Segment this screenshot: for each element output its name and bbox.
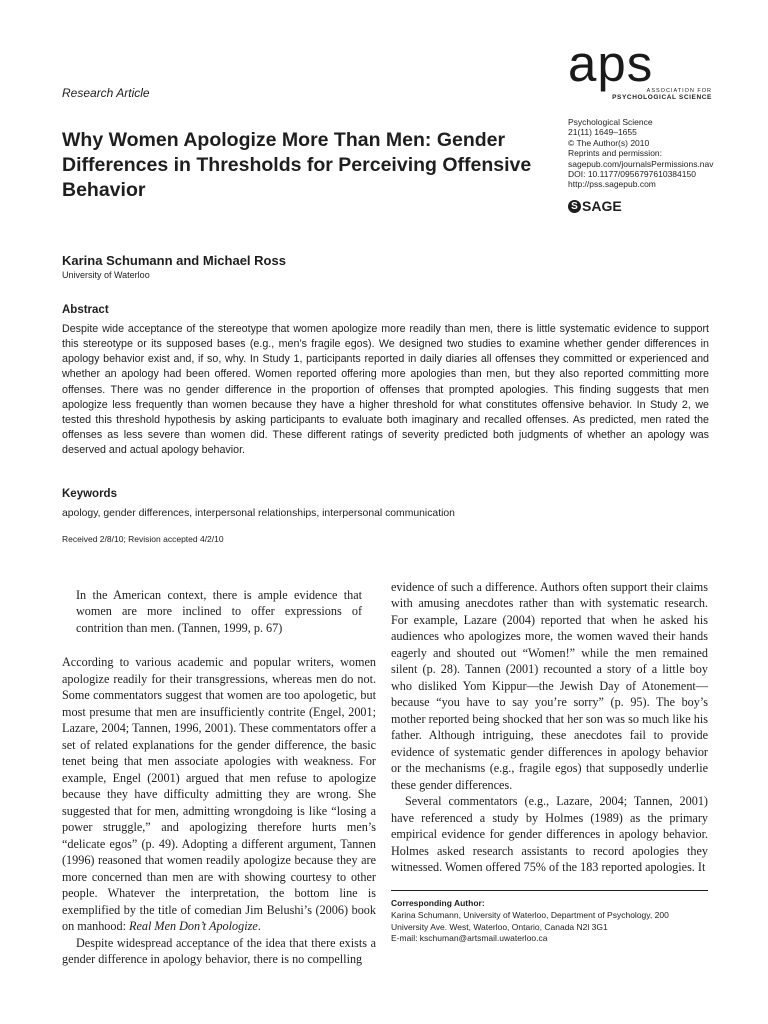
aps-logo	[568, 35, 718, 101]
meta-journal: Psychological Science	[568, 117, 653, 127]
meta-reprints: Reprints and permission:	[568, 148, 663, 159]
body-paragraph-3: evidence of such a difference. Authors often support their claims with amusing anecdotes rather than with systematic research. For example, Lazare (2004) reported that when he asked his audiences who apologizes more, the women waved their hands eagerly and shouted out “Women!” while the men remained silent (p. 28). Tannen (2001) recounted a story of a little boy who disliked Yom Kippur—the Jewish Day of Atonement—because “you have to say you’re sorry” (p. 95). The boy’s mother reported being shocked that her son was so much like his father. Although intriguing, these anecdotes fail to provide evidence of systematic gender differences in apology behavior or the mechanisms (e.g., fragile egos) that supposedly underlie these gender differences.	[391, 580, 708, 792]
abstract-heading: Abstract	[62, 304, 109, 316]
body-paragraph-4: Several commentators (e.g., Lazare, 2004; Tannen, 2001) have referenced a study by Holmes (1989) as the primary empirical evidence for gender differences in apology behavior. Holmes asked research assistants to record apologies they witnessed. Women offered 75% of the 183 reported apologies. It	[391, 794, 708, 875]
paragraph-1-text: According to various academic and popular writers, women apologize readily for their transgressions, whereas men do not. Some commentators suggest that women are too apologetic, but most presume that men are insufficiently contrite (Engel, 2001; Lazare, 2004; Tannen, 1996, 2001). These commentators offer a set of related explanations for the gender difference, the basic tenet being that men associate apologies with weakness. For example, Engel (2001) argued that men refuse to apologize because they have difficulty admitting they are wrong. She suggested that for men, admitting wrongdoing is like “losing a power struggle,” and apologizing therefore hurts men’s “delicate egos” (p. 49). Adopting a different argument, Tannen (1996) reasoned that women readily apologize because they are more concerned than men are with showing courtesy to other people. Whatever the interpretation, the bottom line is exemplified by the title of comedian Jim Belushi’s (2006) book on manhood:	[62, 655, 376, 934]
body-paragraph-1	[62, 654, 376, 934]
footnote-divider	[391, 890, 708, 891]
corresponding-author	[391, 898, 708, 945]
corresponding-line-1: Karina Schumann, University of Waterloo, Department of Psychology, 200	[391, 909, 669, 920]
keywords-heading: Keywords	[62, 488, 117, 500]
keywords-list: apology, gender differences, interpersonal relationships, interpersonal communication	[62, 508, 455, 519]
corresponding-heading: Corresponding Author:	[391, 898, 485, 908]
sage-icon: S	[568, 200, 581, 213]
logo-line-1: ASSOCIATION FOR	[646, 88, 712, 94]
sage-logo	[568, 198, 622, 214]
publisher-name: SAGE	[582, 198, 622, 214]
corresponding-email[interactable]: E-mail: kschuman@artsmail.uwaterloo.ca	[391, 933, 548, 944]
body-paragraph-2: Despite widespread acceptance of the idea that there exists a gender difference in apology behavior, there is no compelling	[62, 935, 376, 967]
affiliation: University of Waterloo	[62, 270, 150, 280]
paragraph-1-end: .	[257, 919, 261, 934]
section-label: Research Article	[62, 86, 150, 100]
meta-permissions-url[interactable]: sagepub.com/journalsPermissions.nav	[568, 158, 714, 169]
meta-doi[interactable]: DOI: 10.1177/0956797610384150	[568, 169, 696, 180]
meta-journal-url[interactable]: http://pss.sagepub.com	[568, 179, 656, 190]
meta-copyright: © The Author(s) 2010	[568, 137, 650, 148]
article-title: Why Women Apologize More Than Men: Gender Differences in Thresholds for Perceiving Offensive Behavior	[62, 129, 532, 201]
meta-issue: 21(11) 1649–1655	[568, 127, 637, 138]
received-date: Received 2/8/10; Revision accepted 4/2/10	[62, 534, 224, 544]
abstract-text: Despite wide acceptance of the stereotype that women apologize more readily than men, there is little systematic evidence to support this stereotype or its supposed bases (e.g., men’s fragile egos). We designed two studies to examine whether gender differences in apology behavior exist and, if so, why. In Study 1, participants reported in daily diaries all offenses they committed or experienced and whether an apology had been offered. Women reported offering more apologies than men, but they also reported committing more offenses. There was no gender difference in the proportion of offenses that prompted apologies. This finding suggests that men apologize less frequently than women because they have a higher threshold for what constitutes offensive behavior. In Study 2, we tested this threshold hypothesis by asking participants to evaluate both imaginary and recalled offenses. As predicted, men rated the offenses as less severe than women did. These different ratings of severity predicted both judgments of whether an apology was deserved and actual apology behavior.	[62, 323, 709, 457]
book-title: Real Men Don’t Apologize	[129, 919, 258, 934]
logo-mark: aps	[568, 35, 654, 92]
corresponding-line-2: University Ave. West, Waterloo, Ontario, Canada N2l 3G1	[391, 921, 608, 932]
epigraph: In the American context, there is ample evidence that women are more inclined to offer expressions of contrition than men. (Tannen, 1999, p. 67)	[76, 588, 362, 635]
body-column-left	[62, 587, 376, 968]
journal-meta	[568, 117, 738, 190]
logo-line-2: PSYCHOLOGICAL SCIENCE	[612, 94, 712, 101]
authors: Karina Schumann and Michael Ross	[62, 253, 286, 268]
body-column-right	[391, 579, 708, 876]
